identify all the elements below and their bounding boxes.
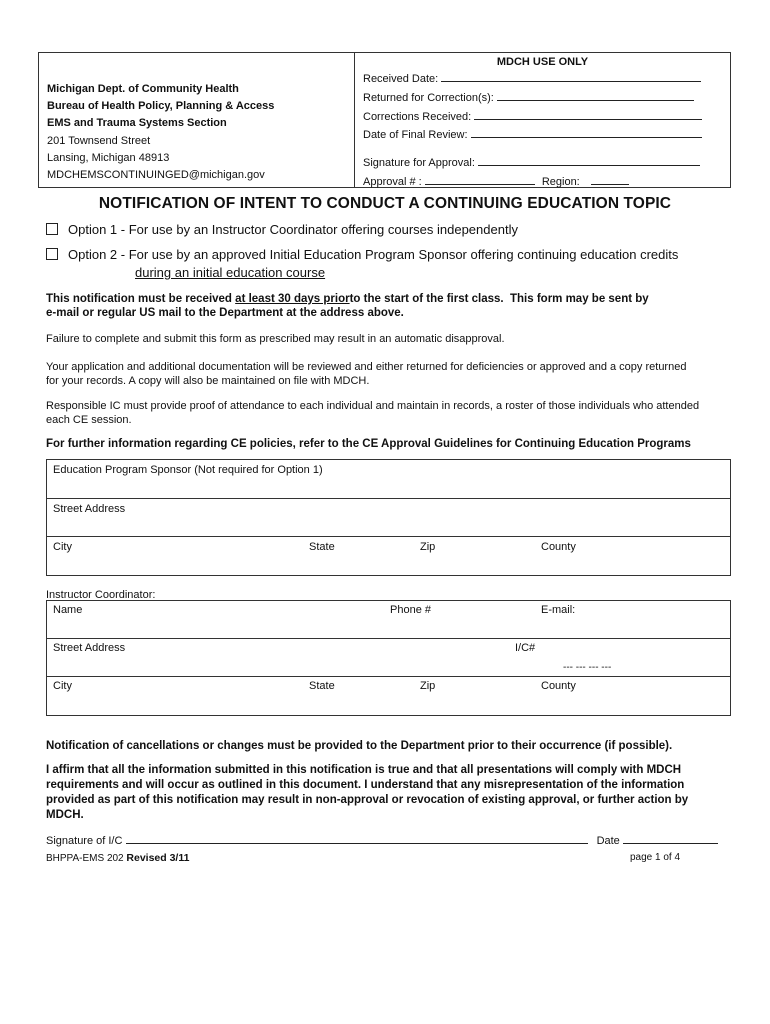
notice-line2: e-mail or regular US mail to the Department at the address above. bbox=[46, 307, 404, 319]
mdch-use-only-title: MDCH USE ONLY bbox=[496, 56, 589, 68]
instructor-zip-label: Zip bbox=[420, 680, 436, 692]
ic-number-format: --- --- --- --- bbox=[563, 662, 612, 673]
review-line2: for your records. A copy will also be maintained on file with MDCH. bbox=[46, 375, 370, 387]
form-number: BHPPA-EMS 202 bbox=[46, 853, 124, 864]
approval-number-field[interactable] bbox=[425, 173, 535, 185]
sponsor-zip-label: Zip bbox=[420, 541, 436, 553]
sponsor-street-row[interactable] bbox=[47, 499, 730, 537]
ic-number-label: I/C# bbox=[515, 642, 536, 654]
notice-part4: This form may be sent by bbox=[510, 293, 649, 305]
ic-line1: Responsible IC must provide proof of attendance to each individual and maintain in records, a roster of those individuals who attended bbox=[46, 400, 700, 412]
signature-approval-label: Signature for Approval: bbox=[363, 157, 475, 169]
instructor-city-row[interactable] bbox=[47, 677, 730, 715]
signature-field[interactable] bbox=[126, 832, 588, 844]
final-review-row bbox=[363, 126, 702, 141]
date-label: Date bbox=[596, 835, 620, 847]
signature-label: Signature of I/C bbox=[46, 835, 123, 847]
contact-email: MDCHEMSCONTINUINGED@michigan.gov bbox=[47, 169, 265, 181]
further-info: For further information regarding CE policies, refer to the CE Approval Guidelines for Continuing Education Programs bbox=[46, 438, 691, 450]
ic-line2: each CE session. bbox=[46, 414, 132, 426]
instructor-table bbox=[46, 600, 731, 716]
approval-number-label: Approval # : bbox=[363, 176, 422, 188]
corrections-received-label: Corrections Received: bbox=[363, 111, 472, 123]
instructor-name-label: Name bbox=[53, 604, 83, 616]
returned-label: Returned for Correction(s): bbox=[363, 92, 494, 104]
page-title: NOTIFICATION OF INTENT TO CONDUCT A CONTINUING EDUCATION TOPIC bbox=[98, 195, 672, 212]
received-date-row bbox=[363, 70, 701, 85]
notice-part3: to the start of the first class. bbox=[349, 293, 504, 305]
option-2-continuation: during an initial education course bbox=[135, 265, 326, 280]
section-name: EMS and Trauma Systems Section bbox=[47, 117, 227, 129]
notice-part1: This notification must be received bbox=[46, 293, 232, 305]
approval-region-row bbox=[363, 173, 629, 188]
sponsor-table bbox=[46, 459, 731, 576]
final-review-field[interactable] bbox=[471, 126, 702, 138]
instructor-city-label: City bbox=[53, 680, 72, 692]
sponsor-county-label: County bbox=[541, 541, 576, 553]
cancellation-notice: Notification of cancellations or changes must be provided to the Department prior to their occurrence (if possible). bbox=[46, 740, 673, 752]
affirm-line4: MDCH. bbox=[46, 809, 84, 821]
region-field[interactable] bbox=[591, 173, 629, 185]
option-2-label: Option 2 - For use by an approved Initial Education Program Sponsor offering continuing education credits bbox=[68, 247, 679, 262]
option-1-row bbox=[46, 222, 518, 237]
instructor-street-label: Street Address bbox=[53, 642, 126, 654]
notice-deadline: at least 30 days prior bbox=[235, 293, 350, 305]
option-1-label: Option 1 - For use by an Instructor Coordinator offering courses independently bbox=[68, 222, 518, 237]
bureau-name: Bureau of Health Policy, Planning & Access bbox=[47, 100, 275, 112]
received-date-label: Received Date: bbox=[363, 73, 439, 85]
affirm-line2: requirements and will occur as outlined in this document. I understand that any misrepresentation of the information bbox=[46, 779, 685, 791]
final-review-label: Date of Final Review: bbox=[363, 129, 468, 141]
review-line1: Your application and additional documentation will be reviewed and either returned for deficiencies or approved and a copy returned bbox=[46, 361, 687, 373]
sponsor-state-label: State bbox=[309, 541, 335, 553]
signature-approval-row bbox=[363, 154, 700, 169]
option-2-row bbox=[46, 247, 678, 262]
region-label: Region: bbox=[541, 176, 580, 188]
org-name: Michigan Dept. of Community Health bbox=[47, 83, 239, 95]
instructor-county-label: County bbox=[541, 680, 576, 692]
sponsor-label: Education Program Sponsor (Not required for Option 1) bbox=[53, 464, 323, 476]
signature-row bbox=[46, 832, 718, 847]
sponsor-city-label: City bbox=[53, 541, 72, 553]
mdch-header-box bbox=[38, 52, 731, 188]
form-id bbox=[46, 852, 189, 864]
option-1-checkbox[interactable] bbox=[46, 223, 58, 235]
instructor-name-row[interactable] bbox=[47, 601, 730, 639]
instructor-phone-label: Phone # bbox=[390, 604, 431, 616]
affirm-line1: I affirm that all the information submitted in this notification is true and that all presentations will comply with MDCH bbox=[46, 764, 682, 776]
affirm-line3: provided as part of this notification may result in non-approval or revocation of existing approval, or further action by bbox=[46, 794, 689, 806]
sponsor-city-row[interactable] bbox=[47, 537, 730, 575]
page-number: page 1 of 4 bbox=[630, 852, 681, 863]
returned-field[interactable] bbox=[497, 89, 694, 101]
corrections-received-row bbox=[363, 108, 702, 123]
revision: Revised 3/11 bbox=[126, 852, 190, 864]
returned-row bbox=[363, 89, 694, 104]
city-state-zip: Lansing, Michigan 48913 bbox=[47, 152, 170, 164]
instructor-heading: Instructor Coordinator: bbox=[46, 589, 156, 601]
failure-paragraph: Failure to complete and submit this form as prescribed may result in an automatic disapproval. bbox=[46, 333, 505, 345]
option-2-checkbox[interactable] bbox=[46, 248, 58, 260]
sponsor-street-label: Street Address bbox=[53, 503, 126, 515]
instructor-email-label: E-mail: bbox=[541, 604, 576, 616]
street-address: 201 Townsend Street bbox=[47, 135, 151, 147]
mdch-use-only-panel bbox=[354, 53, 730, 187]
received-date-field[interactable] bbox=[441, 70, 701, 82]
corrections-received-field[interactable] bbox=[474, 108, 702, 120]
instructor-state-label: State bbox=[309, 680, 335, 692]
receipt-notice bbox=[46, 292, 726, 306]
instructor-street-row[interactable] bbox=[47, 639, 730, 677]
date-field[interactable] bbox=[623, 832, 718, 844]
signature-approval-field[interactable] bbox=[478, 154, 700, 166]
sponsor-row[interactable] bbox=[47, 460, 730, 499]
